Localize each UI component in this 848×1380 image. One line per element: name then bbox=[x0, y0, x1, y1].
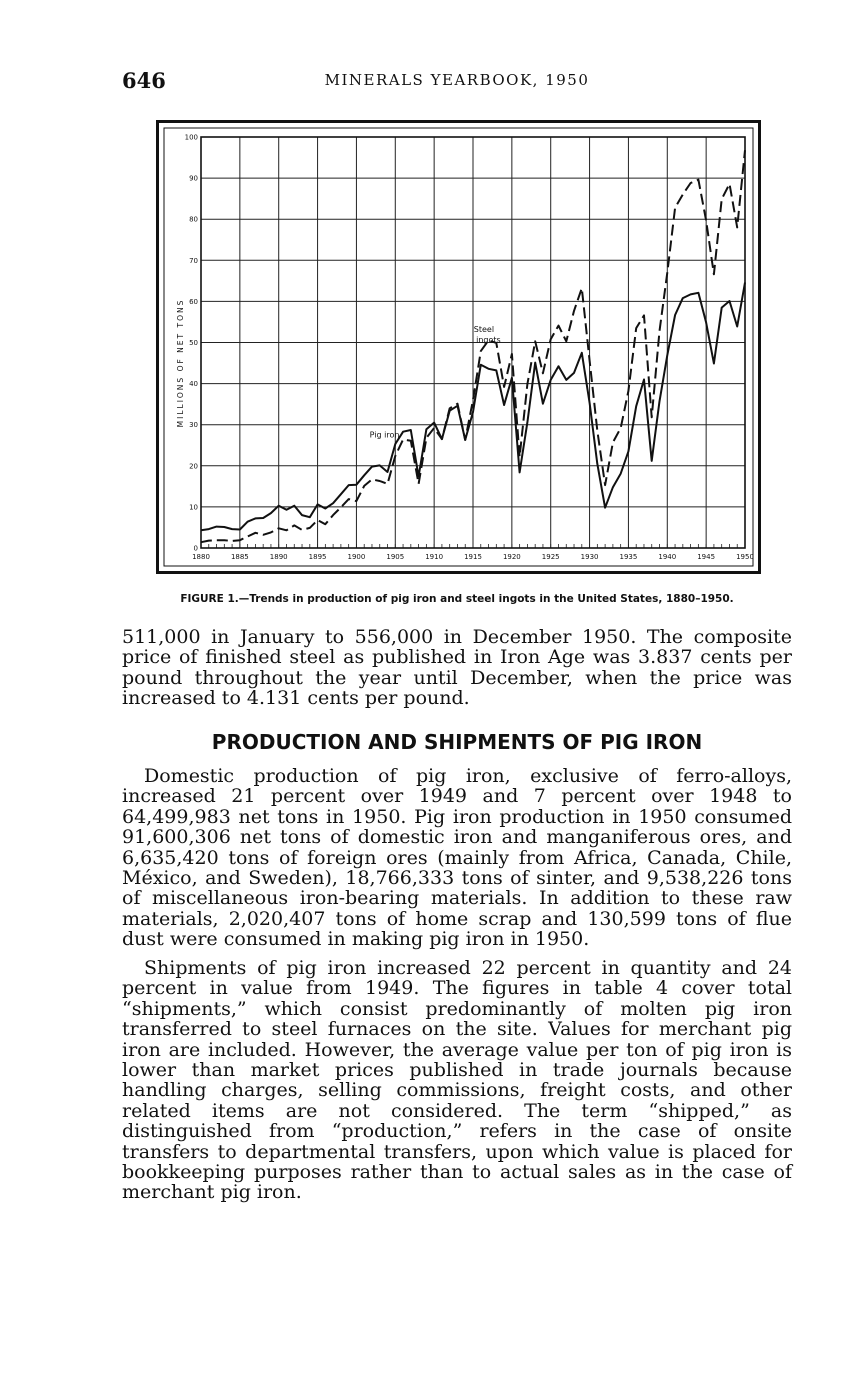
x-tick-label: 1950 bbox=[736, 553, 754, 561]
x-tick-label: 1900 bbox=[347, 553, 366, 561]
y-tick-label: 20 bbox=[189, 462, 198, 471]
x-tick-label: 1920 bbox=[502, 553, 521, 561]
x-tick-label: 1885 bbox=[230, 553, 249, 561]
y-tick-label: 10 bbox=[189, 503, 198, 512]
x-tick-label: 1945 bbox=[697, 553, 716, 561]
annotation-steel-ingots-line2: ingots bbox=[476, 335, 501, 345]
y-tick-label: 100 bbox=[184, 133, 198, 142]
y-axis-ticks bbox=[185, 134, 198, 553]
paragraph-2: Domestic production of pig iron, exclusive of ferro-alloys, increased 21 percent over 1949 and 7 percent over 1948 to 64,499,983 net tons in 1950. Pig iron production in 1950 consumed 91,600,306 net tons of domestic iron and manganiferous ores, and 6,635,420 tons of foreign ores (mainly from Africa, Canada, Chile, México, and Sweden), 18,766,333 tons of sinter, and 9,538,226 tons of miscellaneous iron-bearing materials. In addition to these raw materials, 2,020,407 tons of home scrap and 130,599 tons of flue dust were consumed in making pig iron in 1950. bbox=[122, 765, 792, 951]
x-tick-label: 1910 bbox=[425, 553, 444, 561]
y-tick-label: 90 bbox=[189, 174, 198, 183]
chart-grid bbox=[164, 128, 753, 566]
section-heading: PRODUCTION AND SHIPMENTS OF PIG IRON bbox=[211, 730, 703, 754]
y-tick-label: 50 bbox=[189, 339, 198, 347]
paragraph-1: 511,000 in January to 556,000 in December 1950. The composite price of finished steel as published in Iron Age was 3.837 cents per pound throughout the year until December, when the price was increased to 4.131 cents per pound. bbox=[122, 626, 792, 710]
y-tick-label: 80 bbox=[189, 215, 198, 224]
x-tick-label: 1930 bbox=[580, 553, 599, 561]
x-axis-ticks bbox=[192, 553, 754, 561]
annotation-pig-iron: Pig iron bbox=[369, 430, 400, 440]
x-tick-label: 1940 bbox=[658, 553, 677, 561]
book-title: MINERALS YEARBOOK, 1950 bbox=[324, 71, 590, 89]
figure-chart bbox=[156, 120, 761, 574]
x-tick-label: 1905 bbox=[386, 553, 405, 561]
x-tick-label: 1925 bbox=[541, 553, 560, 561]
inner-frame bbox=[164, 128, 753, 566]
page-number: 646 bbox=[122, 68, 166, 93]
x-tick-label: 1935 bbox=[619, 553, 638, 561]
running-head bbox=[122, 68, 792, 96]
paragraph-3: Shipments of pig iron increased 22 percent in quantity and 24 percent in value from 1949. The figures in table 4 cover total “shipments,” which consist predominantly of molten pig iron transferred to steel furnaces on the site. Values for merchant pig iron are included. However, the average value per ton of pig iron is lower than market prices published in trade journals because handling charges, selling commissions, freight costs, and other related items are not considered. The term “shipped,” as distinguished from “production,” refers in the case of onsite transfers to departmental transfers, upon which value is placed for bookkeeping purposes rather than to actual sales as in the case of merchant pig iron. bbox=[122, 957, 792, 1204]
y-tick-label: 60 bbox=[189, 297, 198, 306]
figure-caption: FIGURE 1.—Trends in production of pig iron and steel ingots in the United States, 1880–1950. bbox=[180, 593, 734, 605]
y-tick-label: 0 bbox=[193, 544, 198, 553]
x-tick-label: 1880 bbox=[192, 553, 210, 561]
x-tick-label: 1915 bbox=[464, 553, 482, 561]
x-tick-label: 1890 bbox=[269, 553, 288, 561]
annotation-steel-ingots: Steel bbox=[473, 325, 495, 335]
y-tick-label: 70 bbox=[189, 256, 198, 265]
y-tick-label: 30 bbox=[189, 421, 198, 430]
chart-svg bbox=[159, 123, 758, 571]
x-tick-label: 1895 bbox=[308, 553, 327, 561]
y-axis-label: MILLIONS OF NET TONS bbox=[176, 298, 185, 428]
y-tick-label: 40 bbox=[189, 380, 198, 389]
